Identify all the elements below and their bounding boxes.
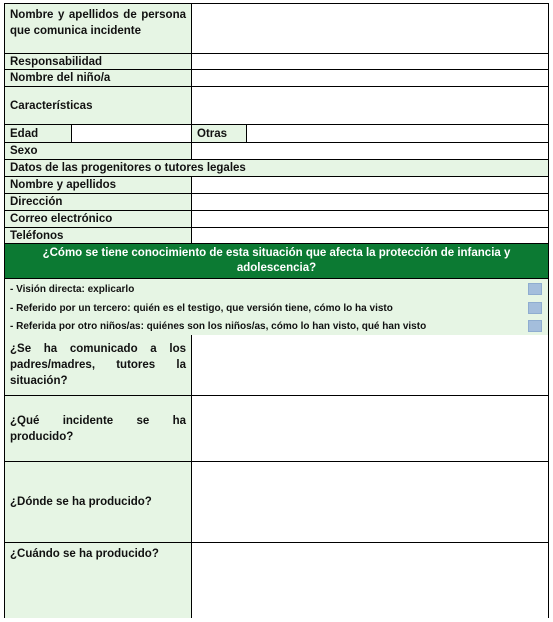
row-guardians-header	[5, 160, 548, 177]
age-field[interactable]	[71, 125, 192, 142]
guardian-name-label: Nombre y apellidos	[5, 177, 191, 193]
guardian-name-field[interactable]	[191, 177, 548, 193]
address-field[interactable]	[191, 194, 548, 210]
communicated-field[interactable]	[191, 335, 548, 395]
incident-report-form	[4, 3, 549, 618]
others-label: Otras	[191, 125, 247, 142]
option-direct-vision-checkbox[interactable]	[528, 283, 542, 295]
row-reporter	[5, 4, 548, 54]
sex-field[interactable]	[191, 143, 548, 159]
where-label: ¿Dónde se ha producido?	[5, 462, 191, 542]
guardians-header: Datos de las progenitores o tutores legales	[5, 160, 548, 176]
email-field[interactable]	[191, 211, 548, 227]
when-label: ¿Cuándo se ha producido?	[5, 543, 191, 618]
sex-label: Sexo	[5, 143, 191, 159]
option-direct-vision	[5, 279, 548, 299]
knowledge-question-banner: ¿Cómo se tiene conocimiento de esta situación que afecta la protección de infancia y adolescencia?	[5, 244, 548, 278]
row-incident	[5, 396, 548, 462]
responsibility-label: Responsabilidad	[5, 54, 191, 69]
child-name-label: Nombre del niño/a	[5, 70, 191, 86]
option-other-children-checkbox[interactable]	[528, 320, 542, 332]
option-third-party-checkbox[interactable]	[528, 302, 542, 314]
option-third-party	[5, 298, 548, 318]
row-guardian-name	[5, 177, 548, 194]
row-knowledge-options	[5, 279, 548, 335]
option-other-children	[5, 316, 548, 336]
characteristics-label: Características	[5, 87, 191, 124]
row-where	[5, 462, 548, 543]
row-sex	[5, 143, 548, 160]
phones-field[interactable]	[191, 228, 548, 243]
email-label: Correo electrónico	[5, 211, 191, 227]
reporter-field[interactable]	[191, 4, 548, 53]
child-name-field[interactable]	[191, 70, 548, 86]
row-child-name	[5, 70, 548, 87]
row-communicated	[5, 335, 548, 396]
row-email	[5, 211, 548, 228]
row-knowledge-question	[5, 244, 548, 279]
row-address	[5, 194, 548, 211]
option-other-children-label: - Referida por otro niños/as: quiénes son los niños/as, cómo lo han visto, qué han visto	[10, 320, 427, 332]
where-field[interactable]	[191, 462, 548, 542]
address-label: Dirección	[5, 194, 191, 210]
row-responsibility	[5, 54, 548, 70]
phones-label: Teléfonos	[5, 228, 191, 243]
responsibility-field[interactable]	[191, 54, 548, 69]
option-direct-vision-label: - Visión directa: explicarlo	[10, 283, 135, 295]
row-characteristics	[5, 87, 548, 125]
others-field[interactable]	[246, 125, 548, 142]
when-field[interactable]	[191, 543, 548, 618]
row-age-others	[5, 125, 548, 143]
communicated-label: ¿Se ha comunicado a los padres/madres, tutores la situación?	[10, 343, 186, 387]
age-label: Edad	[5, 125, 71, 142]
communicated-label-cell	[5, 335, 191, 395]
reporter-label-cell	[5, 4, 191, 53]
row-phones	[5, 228, 548, 244]
incident-label-cell	[5, 396, 191, 461]
option-third-party-label: - Referido por un tercero: quién es el testigo, que versión tiene, cómo lo ha visto	[10, 302, 393, 314]
reporter-label: Nombre y apellidos de persona que comunica incidente	[10, 9, 186, 37]
row-when	[5, 543, 548, 618]
incident-label: ¿Qué incidente se ha producido?	[10, 414, 186, 443]
incident-field[interactable]	[191, 396, 548, 461]
characteristics-field[interactable]	[191, 87, 548, 124]
